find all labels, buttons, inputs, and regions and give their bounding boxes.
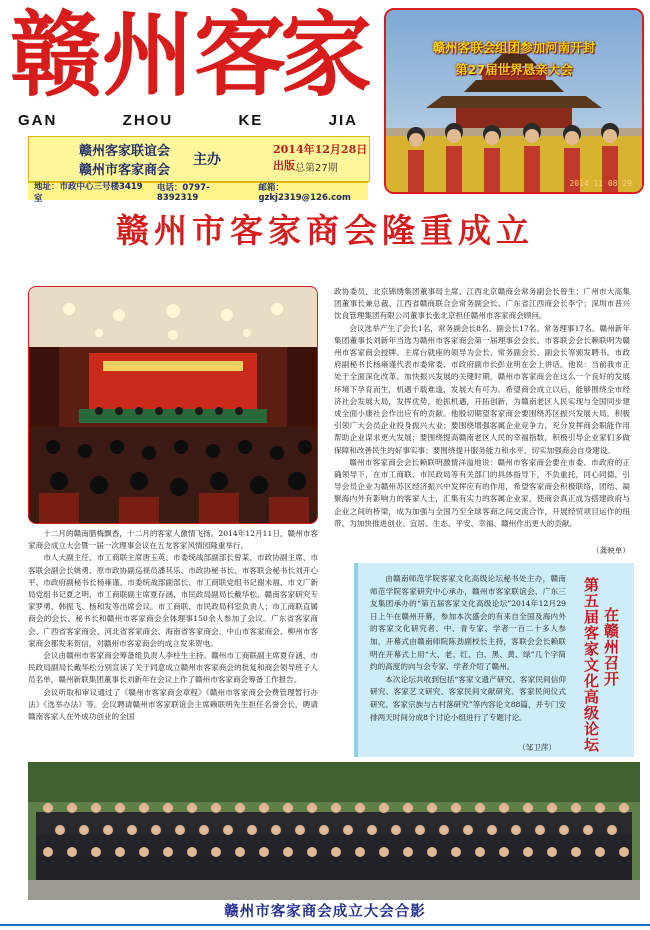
- sidebar-title: 第五届客家文化高级论坛: [582, 577, 600, 753]
- pinyin-word: JIA: [328, 112, 358, 129]
- organizer-name: 赣州市客家商会: [79, 163, 171, 178]
- address-text: 地址：市政中心三号楼3419室: [34, 181, 143, 204]
- logo-char: 赣: [10, 1, 103, 109]
- issue-number: 总第27期: [295, 163, 338, 174]
- masthead-logo: [10, 1, 373, 112]
- sidebar-byline: （邹卫萍）: [518, 743, 556, 752]
- logo-char: 客: [194, 1, 287, 109]
- article-byline: （龚映单）: [592, 546, 630, 555]
- logo-char: 州: [102, 1, 195, 109]
- article-paragraph: 会议由赣州市客家商会筹备组负责人李柱生主持。赣州市工商联副主席夏存涵、市民政局副局长戴华松分别宣读了关于同意成立赣州市客家商会的批复和商会领导班子人员名单，赣州新联集团董事长刘新年在会议上作了赣州市客家商会筹备工作报告。: [28, 651, 318, 685]
- top-event-photo: [384, 8, 644, 194]
- article-paragraph: 十二月的赣南腊梅飘香，十二月的客家人激情飞扬。2014年12月11日，赣州市客家商会成立大会暨一届一次理事会议在五龙客家风情园隆重举行。: [28, 529, 318, 551]
- group-photo-caption: 赣州市客家商会成立大会合影: [224, 904, 426, 920]
- sidebar-paragraph: 本次论坛共收到包括“客家文遗产研究、客家民间信仰研究、客家艺文研究、客家民间文献研究、客家民间仪式研究、客家宗族与古村落研究”等内容论文88篇，并专门安排两天时间分成8个讨论小组进行了专题讨论。: [370, 674, 566, 722]
- publisher-info-box: [28, 136, 370, 182]
- left-article: [28, 528, 318, 723]
- pinyin-word: ZHOU: [122, 112, 174, 129]
- sidebar-subtitle: 在赣州召开: [602, 607, 620, 687]
- main-headline: 赣州市客家商会隆重成立: [116, 211, 534, 250]
- logo-char: 家: [280, 1, 373, 109]
- article-paragraph: 会议听取和审议通过了《赣州市客家商会章程》《赣州市客家商会会费管理暂行办法》《选举办法》等。会议聘请赣州市客家联谊会主席赖联明先生担任名誉会长，聘请赣南客家人在外成功创业的全国: [28, 687, 318, 722]
- top-photo-subtitle: 第27届世界恳亲大会: [455, 62, 573, 77]
- bottom-divider: [0, 924, 650, 926]
- organizer-name: 赣州客家联谊会: [79, 144, 171, 159]
- email-link[interactable]: 邮箱：gzkj2319@126.com: [258, 182, 351, 203]
- top-photo-title: 赣州客联会组团参加河南开封: [432, 40, 596, 55]
- contact-bar: [28, 181, 368, 204]
- right-article: [334, 286, 630, 530]
- publish-date: 2014年12月28日出版: [273, 143, 368, 172]
- pinyin-word: GAN: [18, 112, 58, 129]
- phone-text: 电话：0797-8392319: [156, 182, 210, 203]
- group-photo-illustration: [28, 762, 640, 900]
- group-photo: [28, 762, 640, 900]
- article-paragraph: 政协委员、北京锦绣集团董事局主席、江西北京赣商会常务副会长曾生；广州市大高集团董事长兼总裁、江西省赣商联合会常务副会长、广东省江西商会长李宁；深圳市普兴饮食管理集团有限公司董事长张北京担任赣州市客家商会顾问。: [334, 287, 630, 321]
- masthead-pinyin: [18, 112, 358, 129]
- conference-hall-photo: [28, 286, 318, 524]
- article-paragraph: 会议选举产生了会长1名，常务副会长8名、副会长17名、常务理事17名。赣州新年集团董事长刘新年当选为赣州市客家商会第一届理事会会长。市客联会会长赖联明为赣州市客家商会授牌。主席台就座的领导为会长、常务副会长、副会长等颁发聘书。市政府副秘书长杨雍谨代表市委常委、市政府副市长彭业明在会上讲话。他说：当前我市正处于全面深化改革、加快振兴发展的关键时期，赣州市客家商会在这么一个良好的发展环境下孕育而生，机遇千载难逢，发展大有可为。希望商会成立以后，能够围绕全市经济社会发展大局，发挥优势，抢抓机遇，开拓创新，为赣南老区人民实现与全国同步建成全面小康社会作出应有的贡献。他殷切期望客家商会要围绕苏区振兴发展大局，积极引领广大会员企业投身振兴大业；要围绕增强客属企业竞争力，充分发挥商会职能作用帮助企业谋求更大发展；要围绕提高赣南老区人民的幸福指数，积极引导企业家们多做保障和改善民生的好事实事；要围绕提升服务能力和水平，切实加强商会自身建设。: [334, 323, 630, 455]
- article-paragraph: 赣州市客家商会会长赖联明激情洋溢地说：赣州市客家商会要在市委、市政府的正确领导下，在市工商联、市民政局等有关部门的具体指导下，不负重托，同心同德，引导会员企业为赣州苏区经济振兴中发挥应有的作用，希望客家商会积极联络，团结、凝聚海内外有影响力的客家人士，汇集有实力的客属企业家，使商会真正成为搭建政府与企业之间的桥梁，成为加强与全国乃至全球客商之间交流合作，开展经贸项目运作的纽带。为加快推进创业、宜居、生态、平安、幸福、赣州作出更大的贡献。: [334, 457, 630, 528]
- article-paragraph: 市人大副主任、市工商联主席唐玉英、市委统战部副部长曾某、市政协副主席、市客联会副会长姚勇、原市政协副巡视员潘其乐、市政协秘书长、市客联会秘书长刘开心平、市政府副秘书长杨雍谨、市委统战部副部长、市工商联党组书记谢未福、市文广新局党组书记夏之明、市工商联副主席夏存涵、市民政局副局长戴华松、赣南客家研究专家罗勇、韩振飞、杨和发等出席会议。市工商联、市民政局科室负责人；市工商联直属商会的会长、秘书长和赣州市客家商会全体理事150余人参加了会议。广东省客家商会、广西省客家商会、河北省客家商会、海南省客家商会、中山市客家商会、柳州市客家商会都发来贺信，对赣州市客家商会的成立发来贺电。: [28, 553, 318, 648]
- photo-date-stamp: 2014 11 08 29: [569, 179, 632, 188]
- pinyin-word: KE: [238, 112, 264, 129]
- conference-photo-illustration: [29, 287, 317, 523]
- host-label: 主办: [193, 152, 221, 168]
- sidebar-paragraph: 由赣南师范学院客家文化高级论坛秘书处主办，赣南师范学院客家研究中心承办，赣州市客家联谊会、广东三友集团承办的“第五届客家文化高级论坛”2014年12月29日上午在赣州开幕，参加本次盛会的有来自全国及海内外的客家文化研究者、中、青专家、学者一百二十多人参加，开幕式由赣南师院陈劲副校长主持，客联会会长赖联明在开幕式上用“大、老、红、白、黑、黄、绿”几个字简约的高度的向与会专家、学者介绍了赣州。: [370, 574, 566, 672]
- sidebar-body: [370, 573, 566, 724]
- forum-sidebar: [354, 563, 634, 757]
